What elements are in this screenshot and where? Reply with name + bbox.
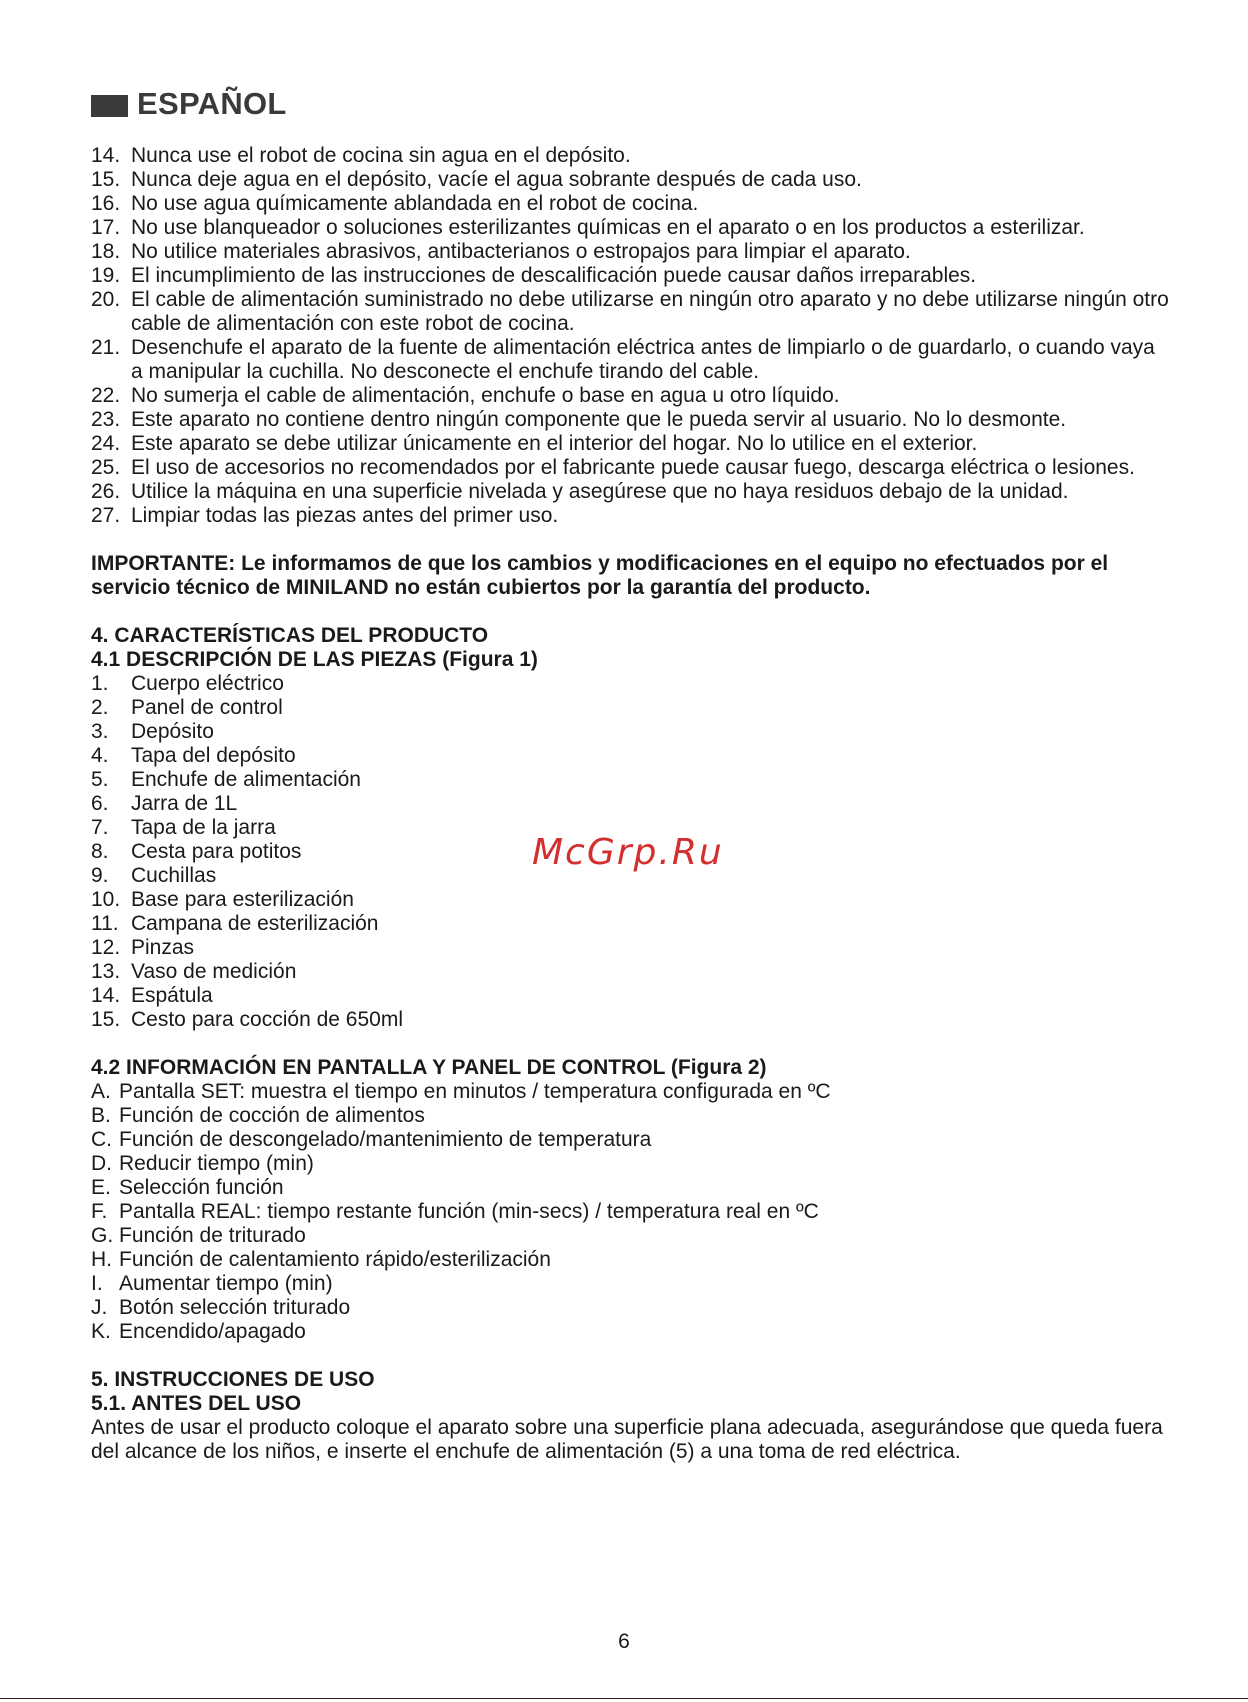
list-item — [91, 888, 1171, 912]
section-4-2-title: 4.2 INFORMACIÓN EN PANTALLA Y PANEL DE CONTROL (Figura 2) — [91, 1056, 767, 1079]
list-item — [91, 1080, 1171, 1104]
list-item-number: 8. — [91, 840, 109, 863]
list-item — [91, 264, 1171, 288]
list-item-text: Pinzas — [131, 936, 195, 959]
list-item-text: Cuerpo eléctrico — [131, 672, 284, 695]
list-item-number: H. — [91, 1248, 112, 1271]
list-item-text: Nunca use el robot de cocina sin agua en el depósito. — [131, 144, 631, 167]
list-item-text: El uso de accesorios no recomendados por el fabricante puede causar fuego, descarga eléctrica o lesiones. — [131, 456, 1135, 479]
list-item — [91, 1320, 1171, 1344]
list-item-text: Función de descongelado/mantenimiento de temperatura — [119, 1128, 652, 1151]
section-4-title: 4. CARACTERÍSTICAS DEL PRODUCTO — [91, 624, 489, 647]
list-item — [91, 336, 1171, 384]
list-item-number: 6. — [91, 792, 109, 815]
list-item — [91, 1128, 1171, 1152]
list-item-text: No use agua químicamente ablandada en el robot de cocina. — [131, 192, 699, 215]
list-item-number: 10. — [91, 888, 121, 911]
list-item-number: B. — [91, 1104, 111, 1127]
list-item-text: El cable de alimentación suministrado no debe utilizarse en ningún otro aparato y no debe utilizarse ningún otro cable de alimentación con este robot de cocina. — [131, 288, 1169, 335]
list-item-number: 17. — [91, 216, 121, 239]
list-item-text: Este aparato se debe utilizar únicamente en el interior del hogar. No lo utilice en el exterior. — [131, 432, 978, 455]
list-item-text: Cesta para potitos — [131, 840, 302, 863]
list-item-number: C. — [91, 1128, 112, 1151]
list-item — [91, 1104, 1171, 1128]
list-item-number: 13. — [91, 960, 121, 983]
list-item-text: Vaso de medición — [131, 960, 297, 983]
list-item — [91, 912, 1171, 936]
list-item-number: 1. — [91, 672, 109, 695]
list-item-text: Depósito — [131, 720, 214, 743]
list-item-text: No utilice materiales abrasivos, antibacterianos o estropajos para limpiar el aparato. — [131, 240, 911, 263]
list-item — [91, 768, 1171, 792]
document-page — [91, 86, 1171, 1464]
list-item-number: 26. — [91, 480, 121, 503]
list-item-text: Desenchufe el aparato de la fuente de alimentación eléctrica antes de limpiarlo o de guardarlo, o cuando vaya a manipular la cuchilla. No desconecte el enchufe tirando del cable. — [131, 336, 1155, 383]
list-item-number: 9. — [91, 864, 109, 887]
list-item-number: 25. — [91, 456, 121, 479]
list-item-number: 11. — [91, 912, 119, 935]
list-item-text: Limpiar todas las piezas antes del primer uso. — [131, 504, 559, 527]
section-5-1-paragraph: Antes de usar el producto coloque el aparato sobre una superficie plana adecuada, asegurándose que queda fuera del alcance de los niños, e inserte el enchufe de alimentación (5) a una toma de red eléctrica. — [91, 1416, 1163, 1463]
list-item-text: Utilice la máquina en una superficie nivelada y asegúrese que no haya residuos debajo de la unidad. — [131, 480, 1069, 503]
list-item — [91, 432, 1171, 456]
list-item-number: 23. — [91, 408, 121, 431]
list-item-number: 4. — [91, 744, 109, 767]
list-item — [91, 1272, 1171, 1296]
watermark: McGrp.Ru — [532, 832, 724, 873]
list-item-text: Este aparato no contiene dentro ningún componente que le pueda servir al usuario. No lo desmonte. — [131, 408, 1067, 431]
list-item-number: 27. — [91, 504, 121, 527]
list-item — [91, 1248, 1171, 1272]
list-item-text: Función de triturado — [119, 1224, 306, 1247]
list-item — [91, 480, 1171, 504]
list-item — [91, 240, 1171, 264]
language-header — [91, 86, 1171, 122]
list-item-text: Panel de control — [131, 696, 283, 719]
list-item-text: El incumplimiento de las instrucciones de descalificación puede causar daños irreparables. — [131, 264, 977, 287]
list-item-number: 18. — [91, 240, 121, 263]
section-5-1-title: 5.1. ANTES DEL USO — [91, 1392, 302, 1415]
important-notice: IMPORTANTE: Le informamos de que los cambios y modificaciones en el equipo no efectuados por el servicio técnico de MINILAND no están cubiertos por la garantía del producto. — [91, 552, 1109, 599]
list-item-number: 19. — [91, 264, 121, 287]
list-item-text: No use blanqueador o soluciones esterilizantes químicas en el aparato o en los productos a esterilizar. — [131, 216, 1085, 239]
list-item-text: Cesto para cocción de 650ml — [131, 1008, 403, 1031]
list-item — [91, 192, 1171, 216]
list-item — [91, 696, 1171, 720]
list-item — [91, 672, 1171, 696]
list-item-number: 24. — [91, 432, 121, 455]
list-item-text: Campana de esterilización — [131, 912, 379, 935]
language-title: ESPAÑOL — [137, 86, 287, 121]
list-item-number: 15. — [91, 1008, 121, 1031]
list-item — [91, 792, 1171, 816]
list-item-number: 3. — [91, 720, 109, 743]
list-item — [91, 1224, 1171, 1248]
safety-instructions-list — [91, 144, 1171, 528]
list-item — [91, 1008, 1171, 1032]
list-item — [91, 144, 1171, 168]
list-item-number: E. — [91, 1176, 111, 1199]
list-item-text: Base para esterilización — [131, 888, 354, 911]
list-item — [91, 1176, 1171, 1200]
list-item — [91, 744, 1171, 768]
list-item-text: Pantalla REAL: tiempo restante función (min-secs) / temperatura real en ºC — [119, 1200, 819, 1223]
list-item — [91, 504, 1171, 528]
list-item-text: Función de calentamiento rápido/esterilización — [119, 1248, 551, 1271]
list-item-text: Función de cocción de alimentos — [119, 1104, 425, 1127]
list-item-number: F. — [91, 1200, 108, 1223]
list-item-number: 14. — [91, 984, 121, 1007]
list-item-number: 5. — [91, 768, 109, 791]
list-item-text: Tapa del depósito — [131, 744, 296, 767]
list-item-text: Aumentar tiempo (min) — [119, 1272, 333, 1295]
list-item-number: K. — [91, 1320, 111, 1343]
list-item — [91, 936, 1171, 960]
bottom-rule — [0, 1698, 1248, 1699]
list-item — [91, 216, 1171, 240]
list-item-number: I. — [91, 1272, 103, 1295]
list-item-text: Encendido/apagado — [119, 1320, 306, 1343]
list-item-text: Pantalla SET: muestra el tiempo en minutos / temperatura configurada en ºC — [119, 1080, 831, 1103]
list-item — [91, 456, 1171, 480]
list-item-text: Tapa de la jarra — [131, 816, 276, 839]
list-item-number: 15. — [91, 168, 121, 191]
list-item-text: Enchufe de alimentación — [131, 768, 361, 791]
list-item — [91, 984, 1171, 1008]
list-item-number: D. — [91, 1152, 112, 1175]
list-item-number: 2. — [91, 696, 109, 719]
list-item — [91, 384, 1171, 408]
header-marker-block — [91, 95, 128, 117]
list-item-number: 21. — [91, 336, 121, 359]
list-item — [91, 408, 1171, 432]
list-item-text: Nunca deje agua en el depósito, vacíe el agua sobrante después de cada uso. — [131, 168, 862, 191]
list-item-text: Cuchillas — [131, 864, 217, 887]
list-item — [91, 288, 1171, 336]
list-item-number: J. — [91, 1296, 108, 1319]
list-item-number: A. — [91, 1080, 111, 1103]
list-item-number: G. — [91, 1224, 114, 1247]
list-item-text: Botón selección triturado — [119, 1296, 351, 1319]
list-item-text: Reducir tiempo (min) — [119, 1152, 314, 1175]
list-item — [91, 168, 1171, 192]
list-item-text: Espátula — [131, 984, 213, 1007]
list-item-number: 12. — [91, 936, 121, 959]
list-item-number: 20. — [91, 288, 121, 311]
list-item — [91, 1200, 1171, 1224]
list-item-number: 16. — [91, 192, 121, 215]
list-item-text: No sumerja el cable de alimentación, enchufe o base en agua u otro líquido. — [131, 384, 840, 407]
list-item — [91, 1152, 1171, 1176]
list-item — [91, 1296, 1171, 1320]
list-item-number: 22. — [91, 384, 121, 407]
list-item-text: Jarra de 1L — [131, 792, 238, 815]
list-item-number: 7. — [91, 816, 109, 839]
controls-list — [91, 1080, 1171, 1344]
list-item-number: 14. — [91, 144, 121, 167]
page-number: 6 — [618, 1630, 630, 1653]
section-5-title: 5. INSTRUCCIONES DE USO — [91, 1368, 375, 1391]
list-item-text: Selección función — [119, 1176, 284, 1199]
section-4-1-title: 4.1 DESCRIPCIÓN DE LAS PIEZAS (Figura 1) — [91, 648, 538, 671]
list-item — [91, 960, 1171, 984]
list-item — [91, 720, 1171, 744]
